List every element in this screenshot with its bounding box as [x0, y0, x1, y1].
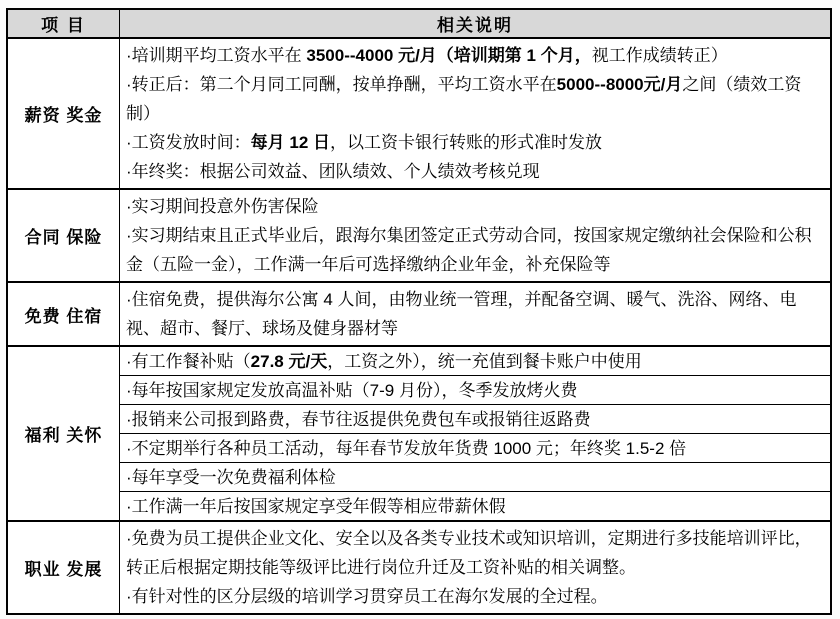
detail-text-bold: 3500--4000 元/月（培训期第 1 个月，	[306, 46, 592, 65]
description-cell	[120, 190, 830, 281]
header-item-label: 项 目	[41, 16, 86, 35]
detail-line	[120, 192, 830, 221]
item-label: 合同 保险	[24, 228, 103, 247]
detail-line	[120, 157, 830, 186]
detail-line	[120, 462, 830, 491]
detail-text: ·住宿免费，提供海尔公寓 4 人间，由物业统一管理，并配备空调、暖气、洗浴、网络、电视、超市、餐厅、球场及健身器材等	[126, 290, 797, 338]
detail-line	[120, 128, 830, 157]
description-cell	[120, 522, 830, 613]
item-cell	[8, 190, 120, 281]
table-row	[8, 283, 830, 347]
detail-text: ·培训期平均工资水平在	[126, 46, 307, 65]
item-label: 福利 关怀	[24, 426, 103, 445]
detail-text: ·实习期结束且正式毕业后，跟海尔集团签定正式劳动合同，按国家规定缴纳社会保险和公积金（五险一金），工作满一年后可选择缴纳企业年金，补充保险等	[126, 226, 812, 274]
detail-text: ·每年享受一次免费福利体检	[126, 467, 336, 487]
detail-text: ·报销来公司报到路费，春节往返提供免费包车或报销往返路费	[126, 409, 591, 429]
detail-text: 之间（绩效工资制）	[126, 75, 802, 123]
detail-text: ·有工作餐补贴（	[126, 351, 251, 371]
detail-line	[120, 285, 830, 343]
item-label: 免费 住宿	[24, 306, 103, 326]
description-cell	[120, 39, 830, 188]
benefits-table	[6, 8, 832, 615]
detail-line	[120, 221, 830, 279]
item-cell	[8, 522, 120, 613]
item-label: 薪资 奖金	[24, 106, 103, 125]
item-cell	[8, 283, 120, 345]
detail-line	[120, 70, 830, 128]
detail-text: ·免费为员工提供企业文化、安全以及各类专业技术或知识培训，定期进行多技能培训评比，转正后根据定期技能等级评比进行岗位升迁及工资补贴的相关调整。	[126, 529, 812, 577]
detail-line	[120, 375, 830, 404]
detail-text: ·实习期间投意外伤害保险	[126, 197, 319, 216]
table-header-row	[8, 10, 830, 39]
table-row	[8, 39, 830, 190]
header-cell-description	[120, 10, 830, 37]
item-cell	[8, 347, 120, 520]
header-cell-item	[8, 10, 120, 37]
detail-line	[120, 347, 830, 375]
detail-text: ·工作满一年后按国家规定享受年假等相应带薪休假	[126, 496, 506, 516]
description-cell	[120, 283, 830, 345]
detail-text-bold: 27.8 元/天	[250, 351, 328, 371]
table-row	[8, 190, 830, 283]
detail-line	[120, 41, 830, 70]
detail-text-bold: 每月 12 日	[250, 133, 331, 152]
detail-text: ·有针对性的区分层级的培训学习贯穿员工在海尔发展的全过程。	[126, 587, 608, 606]
detail-text: ·年终奖：根据公司效益、团队绩效、个人绩效考核兑现	[126, 162, 540, 181]
detail-text-bold: 5000--8000元/月	[556, 75, 683, 94]
detail-text: ·每年按国家规定发放高温补贴（7-9 月份），冬季发放烤火费	[126, 380, 578, 400]
detail-text: ·不定期举行各种员工活动，每年春节发放年货费 1000 元；年终奖 1.5-2 倍	[126, 438, 687, 458]
detail-text: ，以工资卡银行转账的形式准时发放	[330, 133, 603, 152]
table-row	[8, 347, 830, 522]
description-cell	[120, 347, 830, 520]
detail-line	[120, 491, 830, 520]
detail-line	[120, 524, 830, 582]
item-label: 职业 发展	[24, 560, 103, 579]
table-row	[8, 522, 830, 613]
detail-text: 视工作成绩转正）	[591, 46, 728, 65]
detail-line	[120, 404, 830, 433]
detail-line	[120, 433, 830, 462]
detail-text: ，工资之外），统一充值到餐卡账户中使用	[327, 351, 642, 371]
detail-text: ·转正后：第二个月同工同酬，按单挣酬，平均工资水平在	[126, 75, 557, 94]
header-description-label: 相关说明	[437, 16, 513, 35]
detail-text: ·工资发放时间：	[126, 133, 251, 152]
item-cell	[8, 39, 120, 188]
table-body	[8, 39, 830, 613]
detail-line	[120, 582, 830, 611]
